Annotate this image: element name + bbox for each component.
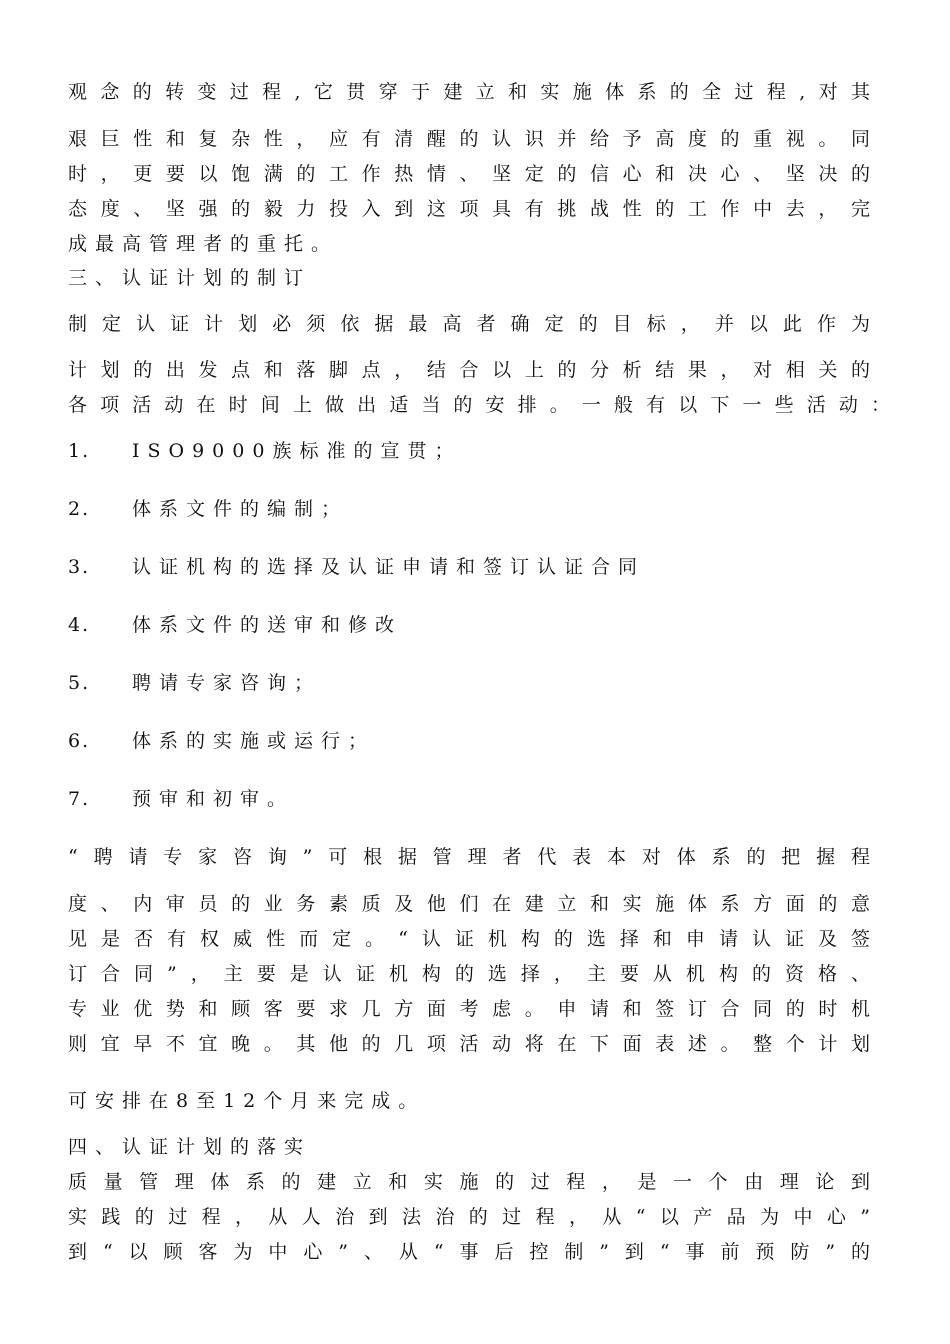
list-item bbox=[68, 671, 321, 695]
list-number: 7. bbox=[68, 788, 91, 810]
paragraph-line: 成最高管理者的重托。 bbox=[68, 233, 339, 255]
paragraph-line: 到“以顾客为中心”、从“事后控制”到“事前预防”的 bbox=[68, 1241, 870, 1263]
list-number: 5. bbox=[68, 672, 91, 694]
paragraph-line: 观念的转变过程,它贯穿于建立和实施体系的全过程,对其 bbox=[68, 81, 870, 103]
paragraph-line: 可安排在8至12个月来完成。 bbox=[68, 1090, 426, 1112]
paragraph-line: 时，更要以饱满的工作热情、坚定的信心和决心、坚决的 bbox=[68, 163, 870, 185]
list-item bbox=[68, 555, 645, 579]
paragraph-line: 则宜早不宜晚。其他的几项活动将在下面表述。整个计划 bbox=[68, 1033, 870, 1055]
paragraph-line: 订合同”，主要是认证机构的选择，主要从机构的资格、 bbox=[68, 963, 870, 985]
list-item bbox=[68, 729, 375, 753]
section-heading: 三、认证计划的制订 bbox=[68, 267, 312, 289]
list-text: 体系文件的送审和修改 bbox=[132, 614, 403, 636]
list-item bbox=[68, 497, 348, 521]
paragraph-line: 计划的出发点和落脚点，结合以上的分析结果，对相关的 bbox=[68, 359, 870, 381]
section-heading: 四、认证计划的落实 bbox=[68, 1136, 312, 1158]
paragraph-line: 质量管理体系的建立和实施的过程，是一个由理论到 bbox=[68, 1171, 870, 1193]
list-item bbox=[68, 787, 294, 811]
list-text: 体系的实施或运行； bbox=[132, 730, 376, 752]
paragraph-line: 度、内审员的业务素质及他们在建立和实施体系方面的意 bbox=[68, 893, 870, 915]
paragraph-line: 实践的过程，从人治到法治的过程，从“以产品为中心” bbox=[68, 1206, 870, 1228]
list-number: 1. bbox=[68, 440, 91, 462]
paragraph-line: “聘请专家咨询”可根据管理者代表本对体系的把握程 bbox=[68, 846, 870, 868]
list-number: 3. bbox=[68, 556, 91, 578]
list-text: ISO9000族标准的宣贯； bbox=[132, 440, 462, 462]
list-number: 2. bbox=[68, 498, 91, 520]
paragraph-line: 专业优势和顾客要求几方面考虑。申请和签订合同的时机 bbox=[68, 998, 870, 1020]
paragraph-line: 艰巨性和复杂性，应有清醒的认识并给予高度的重视。同 bbox=[68, 128, 870, 150]
list-text: 预审和初审。 bbox=[132, 788, 295, 810]
list-number: 6. bbox=[68, 730, 91, 752]
paragraph-line: 见是否有权威性而定。“认证机构的选择和申请认证及签 bbox=[68, 928, 870, 950]
list-item bbox=[68, 439, 461, 463]
paragraph-line: 各项活动在时间上做出适当的安排。一般有以下一些活动： bbox=[68, 394, 890, 416]
paragraph-line: 制定认证计划必须依据最高者确定的目标，并以此作为 bbox=[68, 313, 870, 335]
list-text: 聘请专家咨询； bbox=[132, 672, 322, 694]
list-text: 体系文件的编制； bbox=[132, 498, 349, 520]
list-text: 认证机构的选择及认证申请和签订认证合同 bbox=[132, 556, 646, 578]
paragraph-line: 态度、坚强的毅力投入到这项具有挑战性的工作中去，完 bbox=[68, 198, 870, 220]
list-number: 4. bbox=[68, 614, 91, 636]
list-item bbox=[68, 613, 402, 637]
